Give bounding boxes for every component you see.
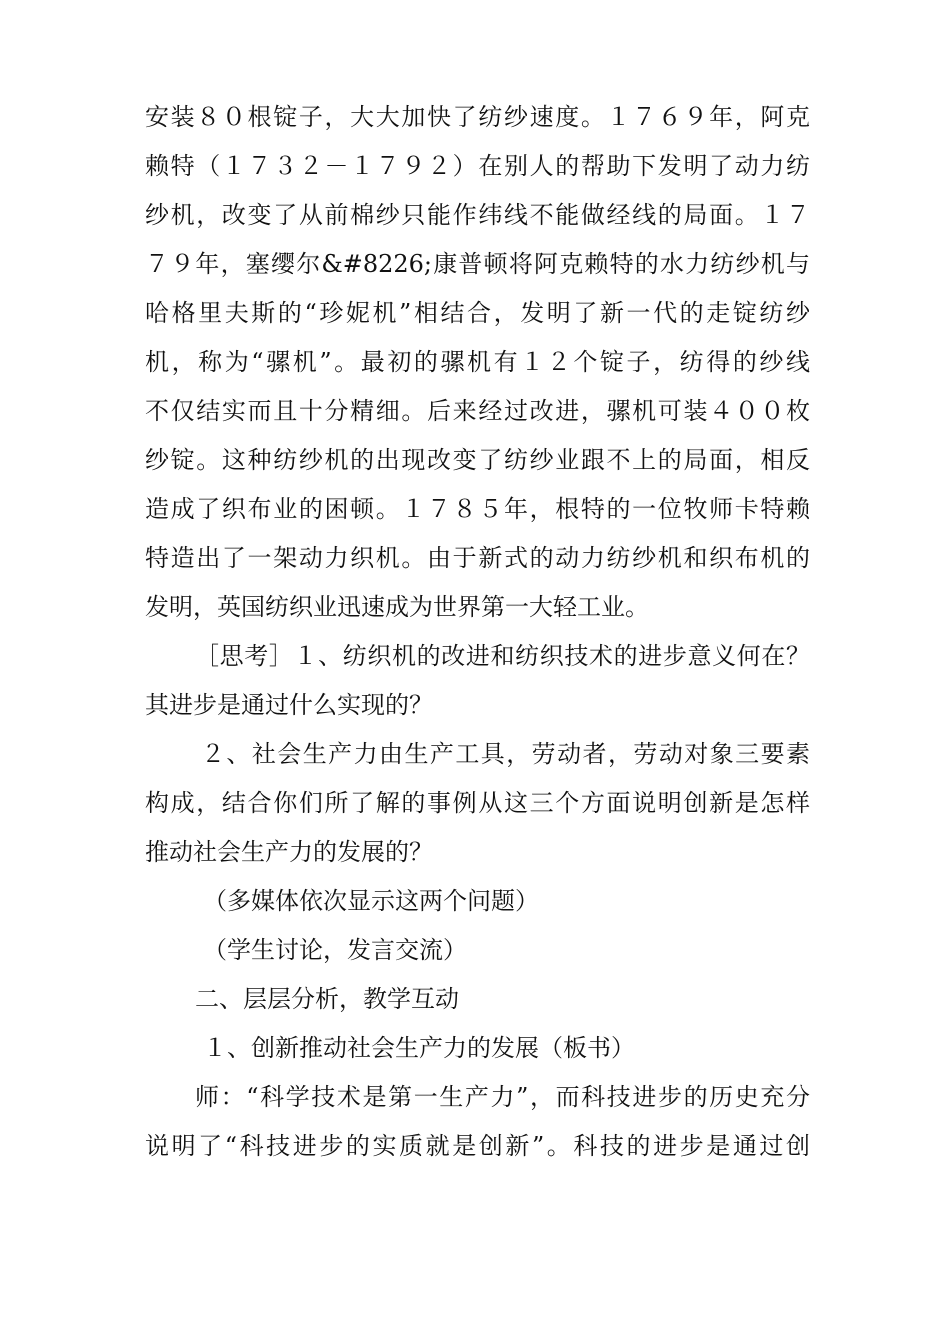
- paragraph-line: 纱锭。这种纺纱机的出现改变了纺纱业跟不上的局面，相反: [145, 446, 810, 474]
- paragraph-line: 发明，英国纺织业迅速成为世界第一大轻工业。: [145, 593, 649, 621]
- subsection-heading: １、创新推动社会生产力的发展（板书）: [203, 1034, 635, 1062]
- paragraph-line: 师：“科学技术是第一生产力”，而科技进步的历史充分: [195, 1083, 810, 1111]
- paragraph-line: ７９年，塞缨尔&#8226;康普顿将阿克赖特的水力纺纱机与: [145, 250, 810, 278]
- paragraph-line: 不仅结实而且十分精细。后来经过改进，骡机可装４００枚: [145, 397, 810, 425]
- paragraph-line: 机，称为“骡机”。最初的骡机有１２个锭子，纺得的纱线: [145, 348, 810, 376]
- paragraph-line: 安装８０根锭子，大大加快了纺纱速度。１７６９年，阿克: [145, 103, 810, 131]
- paragraph-line: 说明了“科技进步的实质就是创新”。科技的进步是通过创: [145, 1132, 810, 1160]
- paragraph-line: 纱机，改变了从前棉纱只能作纬线不能做经线的局面。１７: [145, 201, 810, 229]
- paragraph-line: （多媒体依次显示这两个问题）: [203, 887, 539, 915]
- paragraph-line: 造成了织布业的困顿。１７８５年，根特的一位牧师卡特赖: [145, 495, 810, 523]
- paragraph-line: （学生讨论，发言交流）: [203, 936, 467, 964]
- paragraph-line: 特造出了一架动力织机。由于新式的动力纺纱机和织布机的: [145, 544, 810, 572]
- paragraph-line: 赖特（１７３２－１７９２）在别人的帮助下发明了动力纺: [145, 152, 810, 180]
- paragraph-line: ２、社会生产力由生产工具，劳动者，劳动对象三要素: [201, 740, 810, 768]
- section-heading: 二、层层分析，教学互动: [195, 985, 459, 1013]
- paragraph-line: 哈格里夫斯的“珍妮机”相结合，发明了新一代的走锭纺纱: [145, 299, 810, 327]
- paragraph-line: 构成，结合你们所了解的事例从这三个方面说明创新是怎样: [145, 789, 810, 817]
- document-body: [145, 93, 810, 1171]
- paragraph-line: 推动社会生产力的发展的？: [145, 838, 433, 866]
- paragraph-line: ［思考］１、纺织机的改进和纺织技术的进步意义何在？: [195, 642, 810, 670]
- paragraph-line: 其进步是通过什么实现的？: [145, 691, 433, 719]
